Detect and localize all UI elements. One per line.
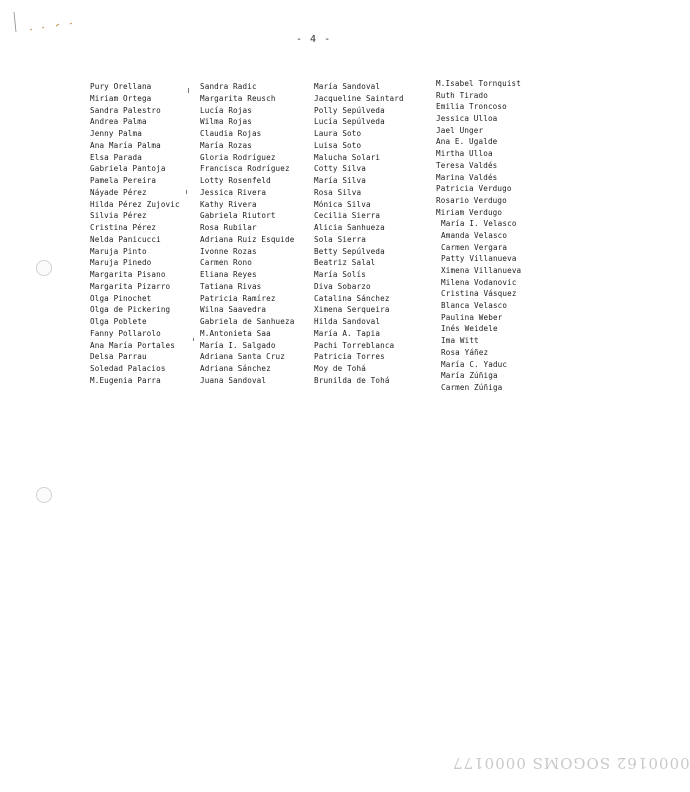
name-entry: Ana María Portales: [90, 340, 175, 350]
name-entry: Ximena Villanueva: [441, 266, 522, 275]
name-entry: Diva Sobarzo: [314, 281, 371, 291]
name-entry: Olga Pinochet: [90, 293, 152, 303]
name-entry: Malucha Solari: [314, 152, 381, 162]
punch-hole-bottom: [36, 487, 52, 503]
name-entry: María Solís: [314, 270, 366, 279]
name-entry: Carmen Zúñiga: [441, 382, 503, 392]
name-entry: Margarita Pisano: [90, 270, 166, 279]
name-entry: Delsa Parrau: [90, 352, 147, 362]
name-entry: Betty Sepúlveda: [314, 246, 385, 256]
name-entry: Brunilda de Tohá: [314, 375, 390, 385]
name-entry: Adriana Ruiz Esquide: [200, 234, 295, 244]
name-entry: Lotty Rosenfeld: [200, 176, 271, 185]
name-entry: María A. Tapia: [314, 328, 381, 338]
name-entry: Claudia Rojas: [200, 129, 262, 138]
name-entry: María Zúñiga: [441, 371, 498, 381]
name-entry: Pamela Pereira: [90, 176, 157, 185]
name-entry: Patricia Torres: [314, 352, 385, 362]
name-entry: Marina Valdés: [436, 172, 498, 182]
name-entry: Elsa Parada: [90, 152, 142, 162]
name-entry: Jael Unger: [436, 125, 484, 135]
name-entry: Pachi Torreblanca: [314, 340, 395, 350]
name-entry: Ana E. Ugalde: [436, 137, 498, 147]
name-entry: Jacqueline Saintard: [314, 93, 404, 103]
name-entry: Ana María Palma: [90, 140, 161, 150]
name-entry: Carmen Vergara: [441, 242, 508, 252]
name-entry: Paulina Weber: [441, 312, 503, 322]
name-entry: María Silva: [314, 176, 366, 185]
name-entry: Cristina Pérez: [90, 223, 157, 232]
name-entry: Polly Sepúlveda: [314, 105, 385, 115]
name-entry: Olga de Pickering: [90, 305, 171, 315]
name-entry: Gabriela Pantoja: [90, 164, 166, 174]
name-entry: Hilda Sandoval: [314, 317, 381, 326]
name-entry: Ima Witt: [441, 336, 479, 346]
name-entry: Emilia Troncoso: [436, 102, 507, 112]
name-entry: Rosario Verdugo: [436, 195, 507, 205]
name-entry: Alicia Sanhueza: [314, 223, 385, 232]
name-entry: Kathy Rivera: [200, 199, 257, 209]
name-entry: Rosa Yáñez: [441, 347, 489, 357]
name-entry: Adriana Sánchez: [200, 364, 271, 373]
name-entry: Blanca Velasco: [441, 301, 508, 311]
name-entry: Ximena Serqueira: [314, 305, 390, 315]
name-entry: Sandra Palestro: [90, 105, 161, 115]
name-entry: Margarita Pizarro: [90, 281, 171, 291]
name-entry: Mónica Silva: [314, 199, 371, 209]
name-entry: Silvia Pérez: [90, 211, 147, 221]
name-entry: Andrea Palma: [90, 117, 147, 127]
name-entry: Carmen Rono: [200, 258, 252, 268]
name-entry: M.Eugenia Parra: [90, 375, 161, 385]
name-entry: Laura Soto: [314, 129, 362, 138]
name-entry: Jessica Ulloa: [436, 114, 498, 124]
name-entry: Teresa Valdés: [436, 160, 498, 170]
name-entry: Sola Sierra: [314, 234, 366, 244]
name-entry: Náyade Pérez: [90, 187, 147, 197]
name-entry: Milena Vodanovic: [441, 277, 517, 287]
name-entry: Mirtha Ulloa: [436, 149, 493, 159]
name-entry: Eliana Reyes: [200, 270, 257, 279]
name-entry: Juana Sandoval: [200, 375, 267, 385]
name-entry: M.Antonieta Saa: [200, 328, 271, 338]
name-entry: Hilda Pérez Zujovic: [90, 199, 180, 209]
name-entry: Fanny Pollarolo: [90, 328, 161, 338]
name-entry: Gabriela Riutort: [200, 211, 276, 221]
name-entry: Miriam Verdugo: [436, 207, 503, 217]
archive-stamp: 0000162 SOGOMS 0000177: [452, 754, 690, 772]
name-entry: Cecilia Sierra: [314, 211, 381, 221]
name-entry: María I. Velasco: [441, 219, 517, 229]
names-column-3: [314, 81, 404, 387]
name-entry: Ruth Tirado: [436, 90, 488, 100]
name-entry: Jessica Rivera: [200, 187, 267, 197]
name-entry: Pury Orellana: [90, 82, 152, 91]
name-entry: Rosa Rubilar: [200, 223, 257, 232]
name-entry: Adriana Santa Cruz: [200, 352, 285, 362]
name-entry: Miriam Ortega: [90, 93, 152, 103]
name-entry: Nelda Panicucci: [90, 234, 161, 244]
name-entry: Patricia Ramírez: [200, 293, 276, 303]
name-entry: Catalina Sánchez: [314, 293, 390, 303]
name-entry: Lucía Sepúlveda: [314, 117, 385, 127]
page-number: - 4 -: [296, 34, 332, 45]
stray-mark: [188, 88, 189, 93]
stray-mark: [193, 338, 194, 341]
name-entry: Amanda Velasco: [441, 230, 508, 240]
name-entry: Cotty Silva: [314, 164, 366, 174]
name-entry: María Rozas: [200, 140, 252, 150]
name-entry: Gabriela de Sanhueza: [200, 317, 295, 326]
name-entry: Ivonne Rozas: [200, 246, 257, 256]
name-entry: Moy de Tohá: [314, 364, 366, 373]
name-entry: Francisca Rodríguez: [200, 164, 290, 174]
name-entry: Tatiana Rivas: [200, 281, 262, 291]
name-entry: Olga Poblete: [90, 317, 147, 326]
names-column-4: [436, 78, 521, 394]
name-entry: María C. Yaduc: [441, 359, 508, 369]
name-entry: Patty Villanueva: [441, 254, 517, 264]
names-column-1: [90, 81, 180, 387]
name-entry: Sandra Radic: [200, 82, 257, 91]
name-entry: Inés Weidele: [441, 324, 498, 334]
name-entry: Cristina Vásquez: [441, 289, 517, 299]
name-entry: Gloria Rodríguez: [200, 152, 276, 162]
name-entry: Rosa Silva: [314, 187, 362, 197]
name-entry: Patricia Verdugo: [436, 184, 512, 194]
name-entry: Wilma Rojas: [200, 117, 252, 127]
name-entry: Wilna Saavedra: [200, 305, 267, 315]
name-entry: Maruja Pinedo: [90, 258, 152, 268]
names-column-2: [200, 81, 294, 387]
name-entry: Margarita Reusch: [200, 93, 276, 103]
name-entry: M.Isabel Tornquist: [436, 79, 521, 88]
name-entry: Maruja Pinto: [90, 246, 147, 256]
name-entry: Beatriz Salal: [314, 258, 376, 268]
corner-pencil-marks: [12, 10, 82, 40]
name-entry: María I. Salgado: [200, 340, 276, 350]
name-entry: Luisa Soto: [314, 140, 362, 150]
punch-hole-top: [36, 260, 52, 276]
name-entry: Soledad Palacios: [90, 364, 166, 373]
name-entry: Jenny Palma: [90, 129, 142, 138]
name-entry: Lucía Rojas: [200, 105, 252, 115]
stray-mark: [186, 190, 187, 194]
name-entry: María Sandoval: [314, 82, 381, 91]
